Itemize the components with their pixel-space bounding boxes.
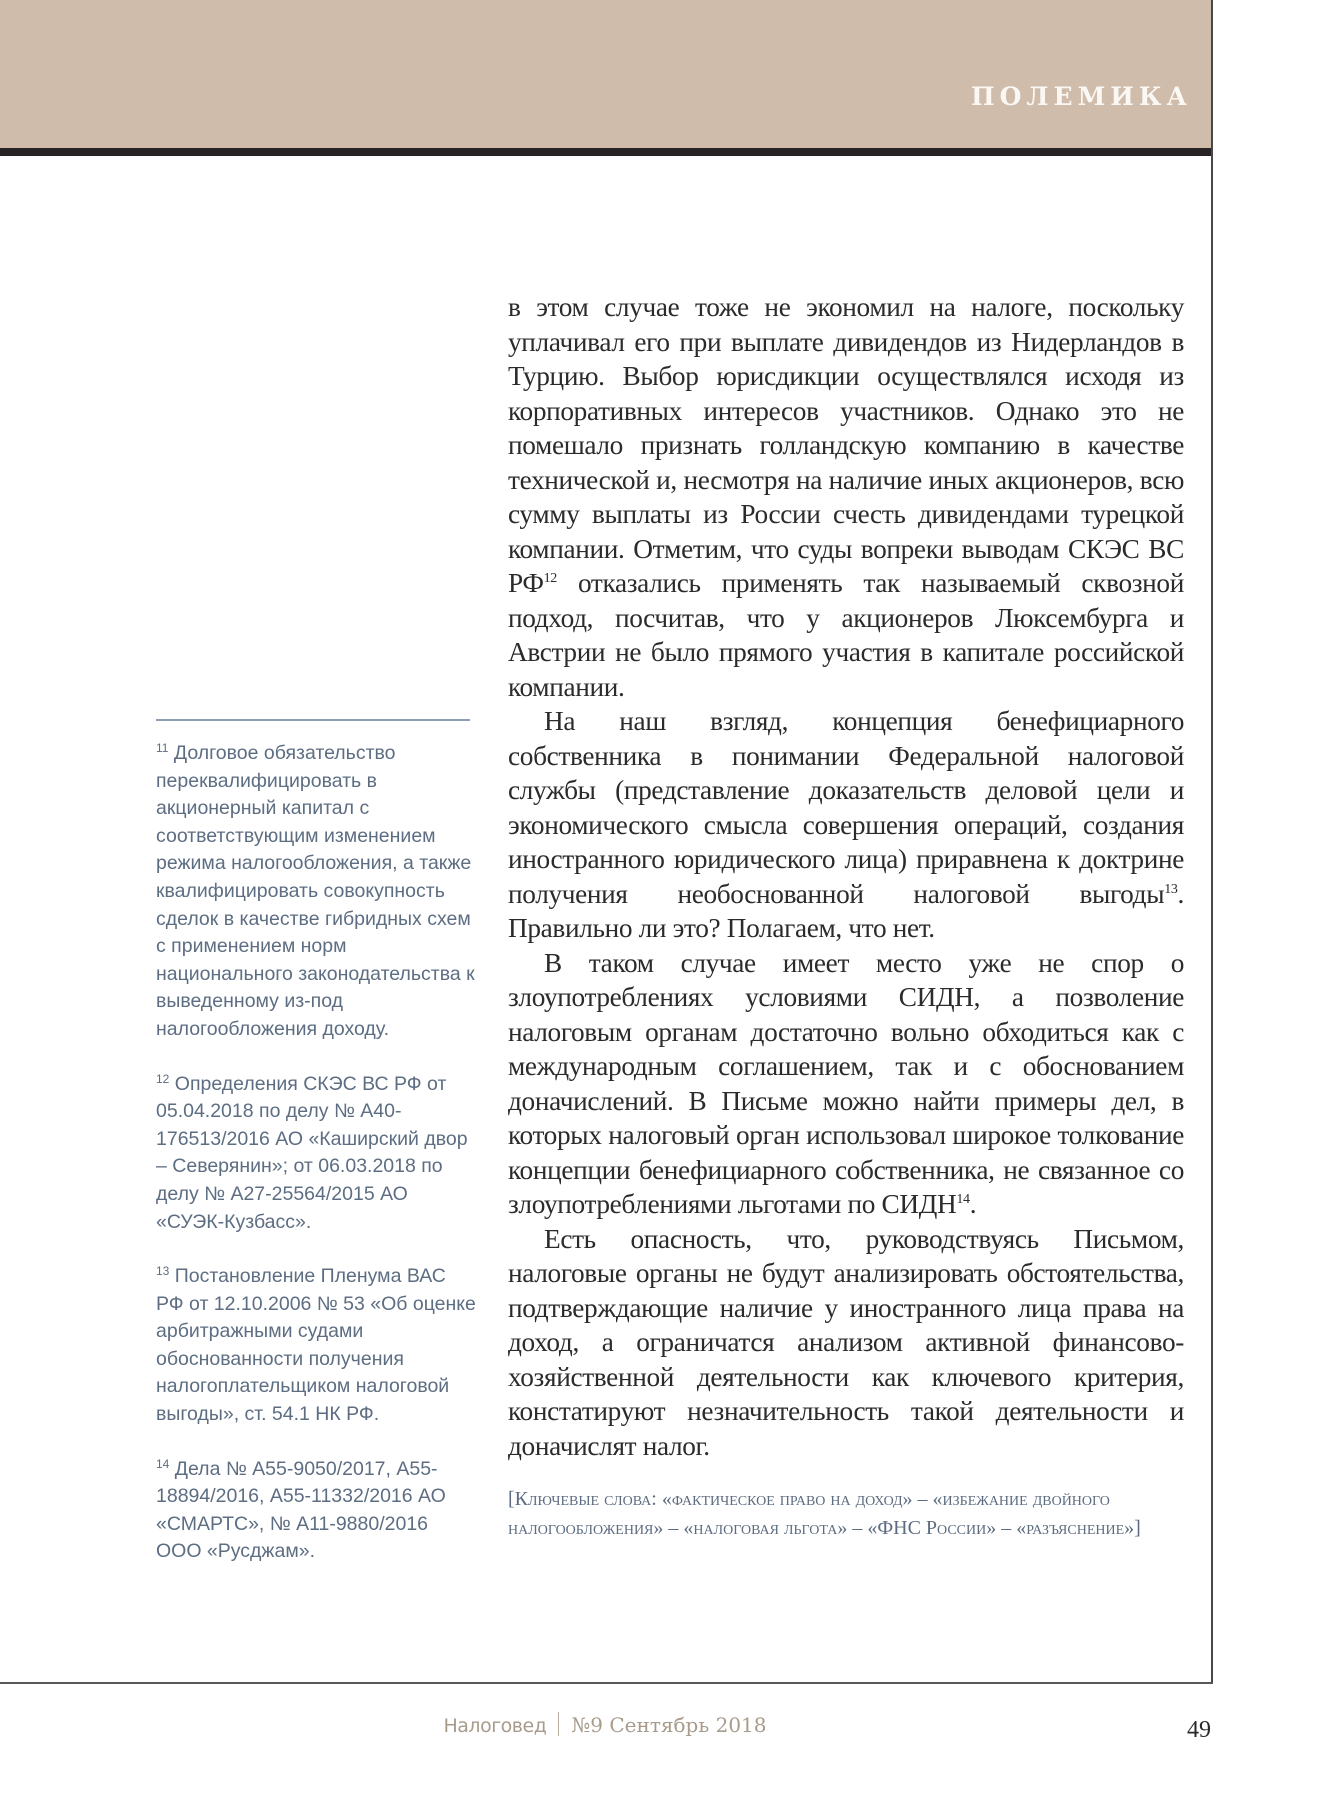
paragraph-text: На наш взгляд, концепция бенефициарного собственника в понимании Федеральной налоговой службы (представление доказательств деловой цели и экономического смысла совершения операций, создания иностранного юридического лица) приравнена к доктрине получения необоснованной налоговой выгоды: [508, 706, 1184, 909]
footnote-number: 13: [156, 1264, 170, 1279]
footnotes: [156, 740, 476, 1593]
keywords: [Ключевые слова: «фактическое право на доход» – «избежание двойного налогообложения» – «налоговая льгота» – «ФНС России» – «разъяснение»]: [508, 1488, 1141, 1539]
paragraph: [508, 1222, 1184, 1464]
header-band: [0, 0, 1212, 148]
footnote-number: 12: [156, 1071, 170, 1086]
footnote-number: 11: [156, 741, 169, 755]
page-number: 49: [1187, 1717, 1211, 1743]
page-frame-right-border: [1211, 0, 1213, 1684]
paragraph-text: Есть опасность, что, руководствуясь Письмом, налоговые органы не будут анализировать обстоятельства, подтверждающие наличие у иностранного лица права на доход, а ограничатся анализом активной финансово-хозяйственной деятельности как ключевого критерия, констатируют незначительность такой деятельности и доначислят налог.: [508, 1223, 1184, 1461]
footnote-number: 14: [156, 1456, 170, 1471]
footnote-14: [156, 1456, 476, 1566]
footnote-text: Определения СКЭС ВС РФ от 05.04.2018 по делу № А40-176513/2016 АО «Каширский двор – Северянин»; от 06.03.2018 по делу № А27-25564/2015 АО «СУЭК-Кузбасс».: [156, 1072, 468, 1233]
section-title: ПОЛЕМИКА: [971, 82, 1192, 111]
footnote-text: Долговое обязательство переквалифицировать в акционерный капитал с соответствующим изменением режима налогообложения, а также квалифицировать совокупность сделок в качестве гибридных схем с применением норм национального законодательства к выведенному из-под налогообложения доходу.: [156, 742, 475, 1040]
header-divider-bar: [0, 148, 1212, 156]
paragraph-text: .: [969, 1189, 977, 1219]
article-body: [508, 290, 1184, 1542]
footnote-12: [156, 1071, 476, 1237]
footnote-text: Постановление Пленума ВАС РФ от 12.10.2006 № 53 «Об оценке арбитражными судами обоснованности получения налогоплательщиком налоговой выгоды», ст. 54.1 НК РФ.: [156, 1265, 476, 1426]
footnote-13: [156, 1263, 476, 1429]
paragraph-text: В таком случае имеет место уже не спор о злоупотреблениях условиями СИДН, а позволение налоговым органам достаточно вольно обходиться как с международным соглашением, так и с обоснованием доначислений. В Письме можно найти примеры дел, в которых налоговый орган использовал широкое толкование концепции бенефициарного собственника, не связанное со злоупотреблениями льготами по СИДН: [508, 947, 1184, 1219]
footnote-ref[interactable]: 13: [1164, 881, 1178, 897]
footnote-ref[interactable]: 14: [956, 1192, 970, 1207]
page-frame-bottom-border: [0, 1682, 1213, 1684]
footnote-text: Дела № А55-9050/2017, А55-18894/2016, А55-11332/2016 АО «СМАРТС», № А11-9880/2016 ООО «Русджам».: [156, 1457, 446, 1563]
footnote-ref[interactable]: 12: [543, 571, 557, 586]
footnote-11: [156, 740, 476, 1044]
magazine-name: Налоговед: [443, 1715, 547, 1737]
paragraph-text: отказались применять так называемый сквозной подход, посчитав, что у акционеров Люксембурга и Австрии не было прямого участия в капитале российской компании.: [508, 568, 1184, 702]
paragraph: [508, 946, 1184, 1222]
footnotes-divider: [156, 719, 470, 721]
footer-separator: [558, 1712, 559, 1736]
paragraph-text: в этом случае тоже не экономил на налоге, поскольку уплачивал его при выплате дивидендов из Нидерландов в Турцию. Выбор юрисдикции осуществлялся исходя из корпоративных интересов участников. Однако это не помешало признать голландскую компанию в качестве технической и, несмотря на наличие иных акционеров, всю сумму выплаты из России счесть дивидендами турецкой компании. Отметим, что суды вопреки выводам СКЭС ВС РФ: [508, 292, 1184, 598]
paragraph: [508, 290, 1184, 704]
paragraph-text: . Правильно ли это? Полагаем, что нет.: [508, 878, 1184, 943]
paragraph: [508, 704, 1184, 946]
footer-publication: [0, 1712, 1210, 1737]
issue-info: №9 Сентябрь 2018: [571, 1713, 767, 1737]
